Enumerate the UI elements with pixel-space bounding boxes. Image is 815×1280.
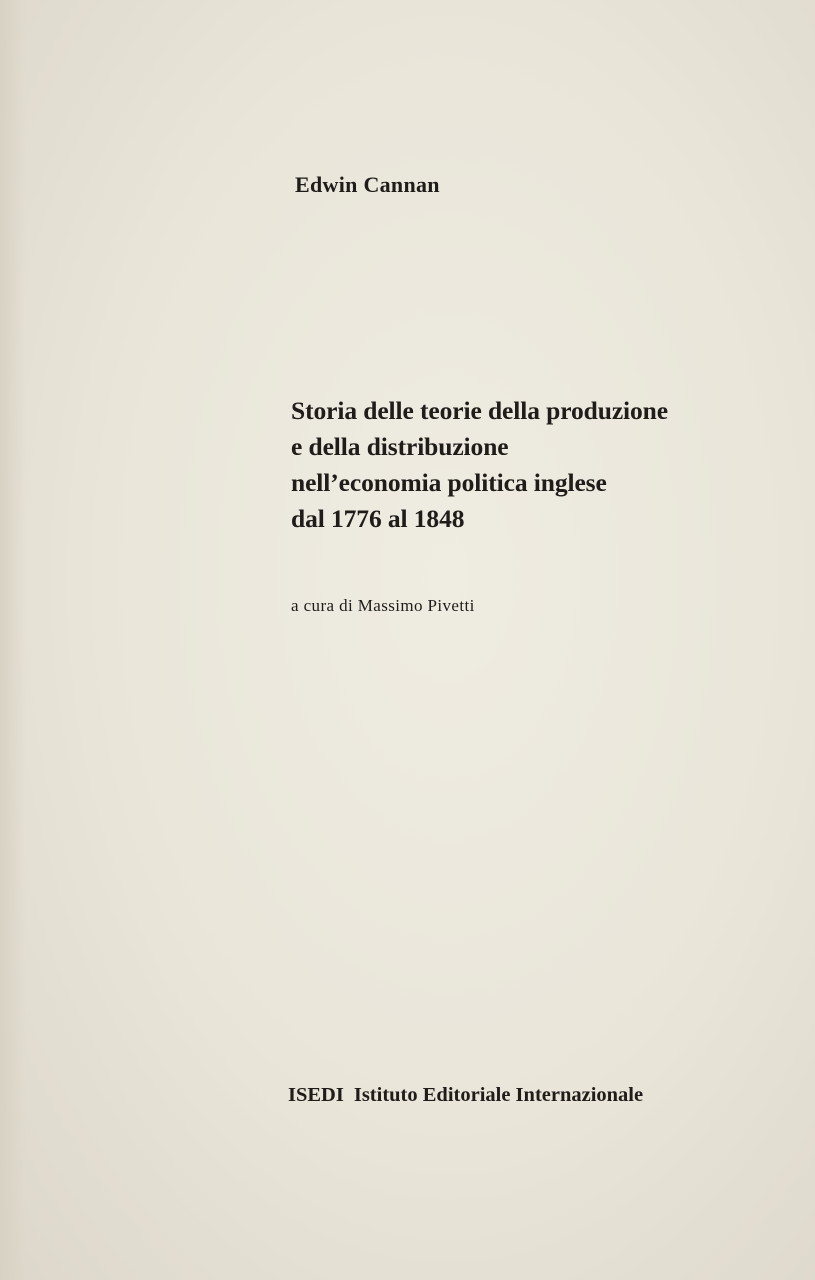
author-name: Edwin Cannan — [295, 172, 440, 197]
title-line-4: dal 1776 al 1848 — [291, 504, 465, 533]
title-line-3: nell’economia politica inglese — [291, 468, 607, 497]
title-line-2: e della distribuzione — [291, 432, 509, 461]
title-line-1: Storia delle teorie della produzione — [291, 396, 668, 425]
publisher-name: Istituto Editoriale Internazionale — [353, 1084, 644, 1106]
publisher-line — [288, 1084, 643, 1107]
publisher-abbrev: ISEDI — [288, 1084, 344, 1106]
book-title — [291, 393, 771, 537]
page-edge-shadow — [0, 0, 26, 1280]
editor-credit: a cura di Massimo Pivetti — [291, 596, 475, 615]
